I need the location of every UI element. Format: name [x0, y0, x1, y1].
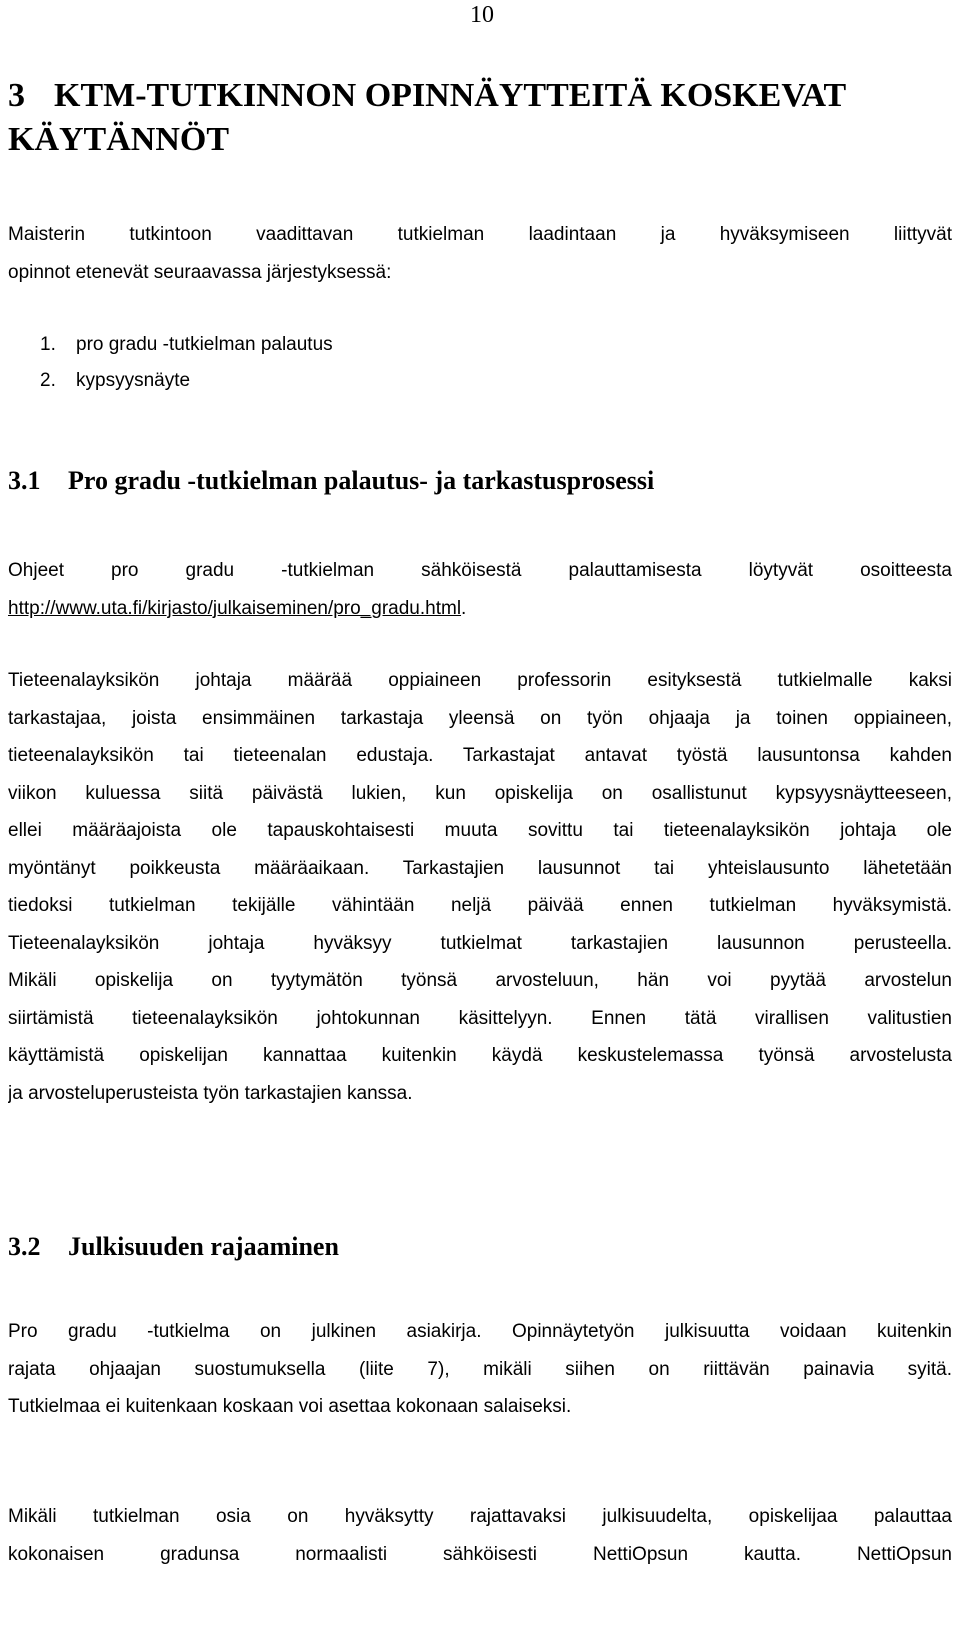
paragraph-line: tiedoksi tutkielman tekijälle vähintään neljä päivää ennen tutkielman hyväksymistä.	[8, 895, 952, 916]
list-item-number: 2.	[40, 370, 56, 391]
intro-line: Maisterin tutkintoon vaadittavan tutkielman laadintaan ja hyväksymiseen liittyvät	[8, 224, 952, 245]
paragraph-line: tieteenalayksikön tai tieteenalan edustaja. Tarkastajat antavat työstä lausuntonsa kahden	[8, 745, 952, 766]
paragraph-line: Tieteenalayksikön johtaja hyväksyy tutkielmat tarkastajien lausunnon perusteella.	[8, 932, 952, 954]
list-item	[40, 327, 333, 363]
intro-paragraph	[8, 216, 952, 291]
page-number: 10	[470, 2, 494, 28]
publicity-paragraph	[8, 1313, 952, 1426]
list-item-text: kypsyysnäyte	[76, 370, 191, 391]
list-item-number: 1.	[40, 334, 56, 355]
section-number: 3.1	[8, 466, 41, 495]
chapter-title-line2: KÄYTÄNNÖT	[8, 121, 230, 158]
paragraph-line: ellei määräajoista ole tapauskohtaisesti muuta sovittu tai tieteenalayksikön johtaja ole	[8, 820, 952, 841]
link-period: .	[461, 597, 467, 619]
list-item-text: pro gradu -tutkielman palautus	[76, 334, 333, 355]
review-process-paragraph	[8, 662, 952, 1112]
paragraph-line: Tieteenalayksikön johtaja määrää oppiaineen professorin esityksestä tutkielmalle kaksi	[8, 670, 952, 691]
intro-line: opinnot etenevät seuraavassa järjestyksessä:	[8, 261, 392, 283]
paragraph-line: Tutkielmaa ei kuitenkaan koskaan voi asettaa kokonaan salaiseksi.	[8, 1396, 572, 1417]
paragraph-line: ja arvosteluperusteista työn tarkastajien kanssa.	[8, 1082, 413, 1104]
restriction-paragraph	[8, 1498, 952, 1573]
section-3-2-heading	[8, 1232, 339, 1262]
paragraph-line: kokonaisen gradunsa normaalisti sähköisesti NettiOpsun kautta. NettiOpsun	[8, 1543, 952, 1565]
paragraph-line: tarkastajaa, joista ensimmäinen tarkastaja yleensä on työn ohjaaja ja toinen oppiaineen,	[8, 707, 952, 729]
section-title: Pro gradu -tutkielman palautus- ja tarkastusprosessi	[68, 466, 655, 495]
paragraph-line: käyttämistä opiskelijan kannattaa kuitenkin käydä keskustelemassa työnsä arvostelusta	[8, 1045, 952, 1066]
section-title: Julkisuuden rajaaminen	[68, 1232, 339, 1261]
list-item	[40, 363, 333, 399]
paragraph-line	[8, 590, 952, 628]
paragraph-line: Mikäli opiskelija on tyytymätön työnsä arvosteluun, hän voi pyytää arvostelun	[8, 970, 952, 991]
paragraph-line: rajata ohjaajan suostumuksella (liite 7), mikäli siihen on riittävän painavia syitä.	[8, 1358, 952, 1380]
paragraph-line: siirtämistä tieteenalayksikön johtokunnan käsittelyyn. Ennen tätä virallisen valitustien	[8, 1007, 952, 1029]
chapter-heading	[8, 74, 948, 162]
section-3-1-heading	[8, 466, 654, 496]
paragraph-line: Pro gradu -tutkielma on julkinen asiakirja. Opinnäytetyön julkisuutta voidaan kuitenkin	[8, 1321, 952, 1342]
paragraph-line: Mikäli tutkielman osia on hyväksytty rajattavaksi julkisuudelta, opiskelijaa palauttaa	[8, 1506, 952, 1527]
paragraph-line: Ohjeet pro gradu -tutkielman sähköisestä palauttamisesta löytyvät osoitteesta	[8, 560, 952, 581]
chapter-number: 3	[8, 77, 25, 114]
paragraph-line: viikon kuluessa siitä päivästä lukien, kun opiskelija on osallistunut kypsyysnäytteeseen,	[8, 782, 952, 804]
section-number: 3.2	[8, 1232, 41, 1261]
pro-gradu-link[interactable]: http://www.uta.fi/kirjasto/julkaiseminen/pro_gradu.html	[8, 597, 462, 619]
chapter-title-line1: KTM-TUTKINNON OPINNÄYTTEITÄ KOSKEVAT	[54, 77, 847, 114]
process-list	[40, 327, 333, 399]
paragraph-line: myöntänyt poikkeusta määräaikaan. Tarkastajien lausunnot tai yhteislausunto lähetetään	[8, 857, 952, 879]
instructions-paragraph	[8, 552, 952, 627]
